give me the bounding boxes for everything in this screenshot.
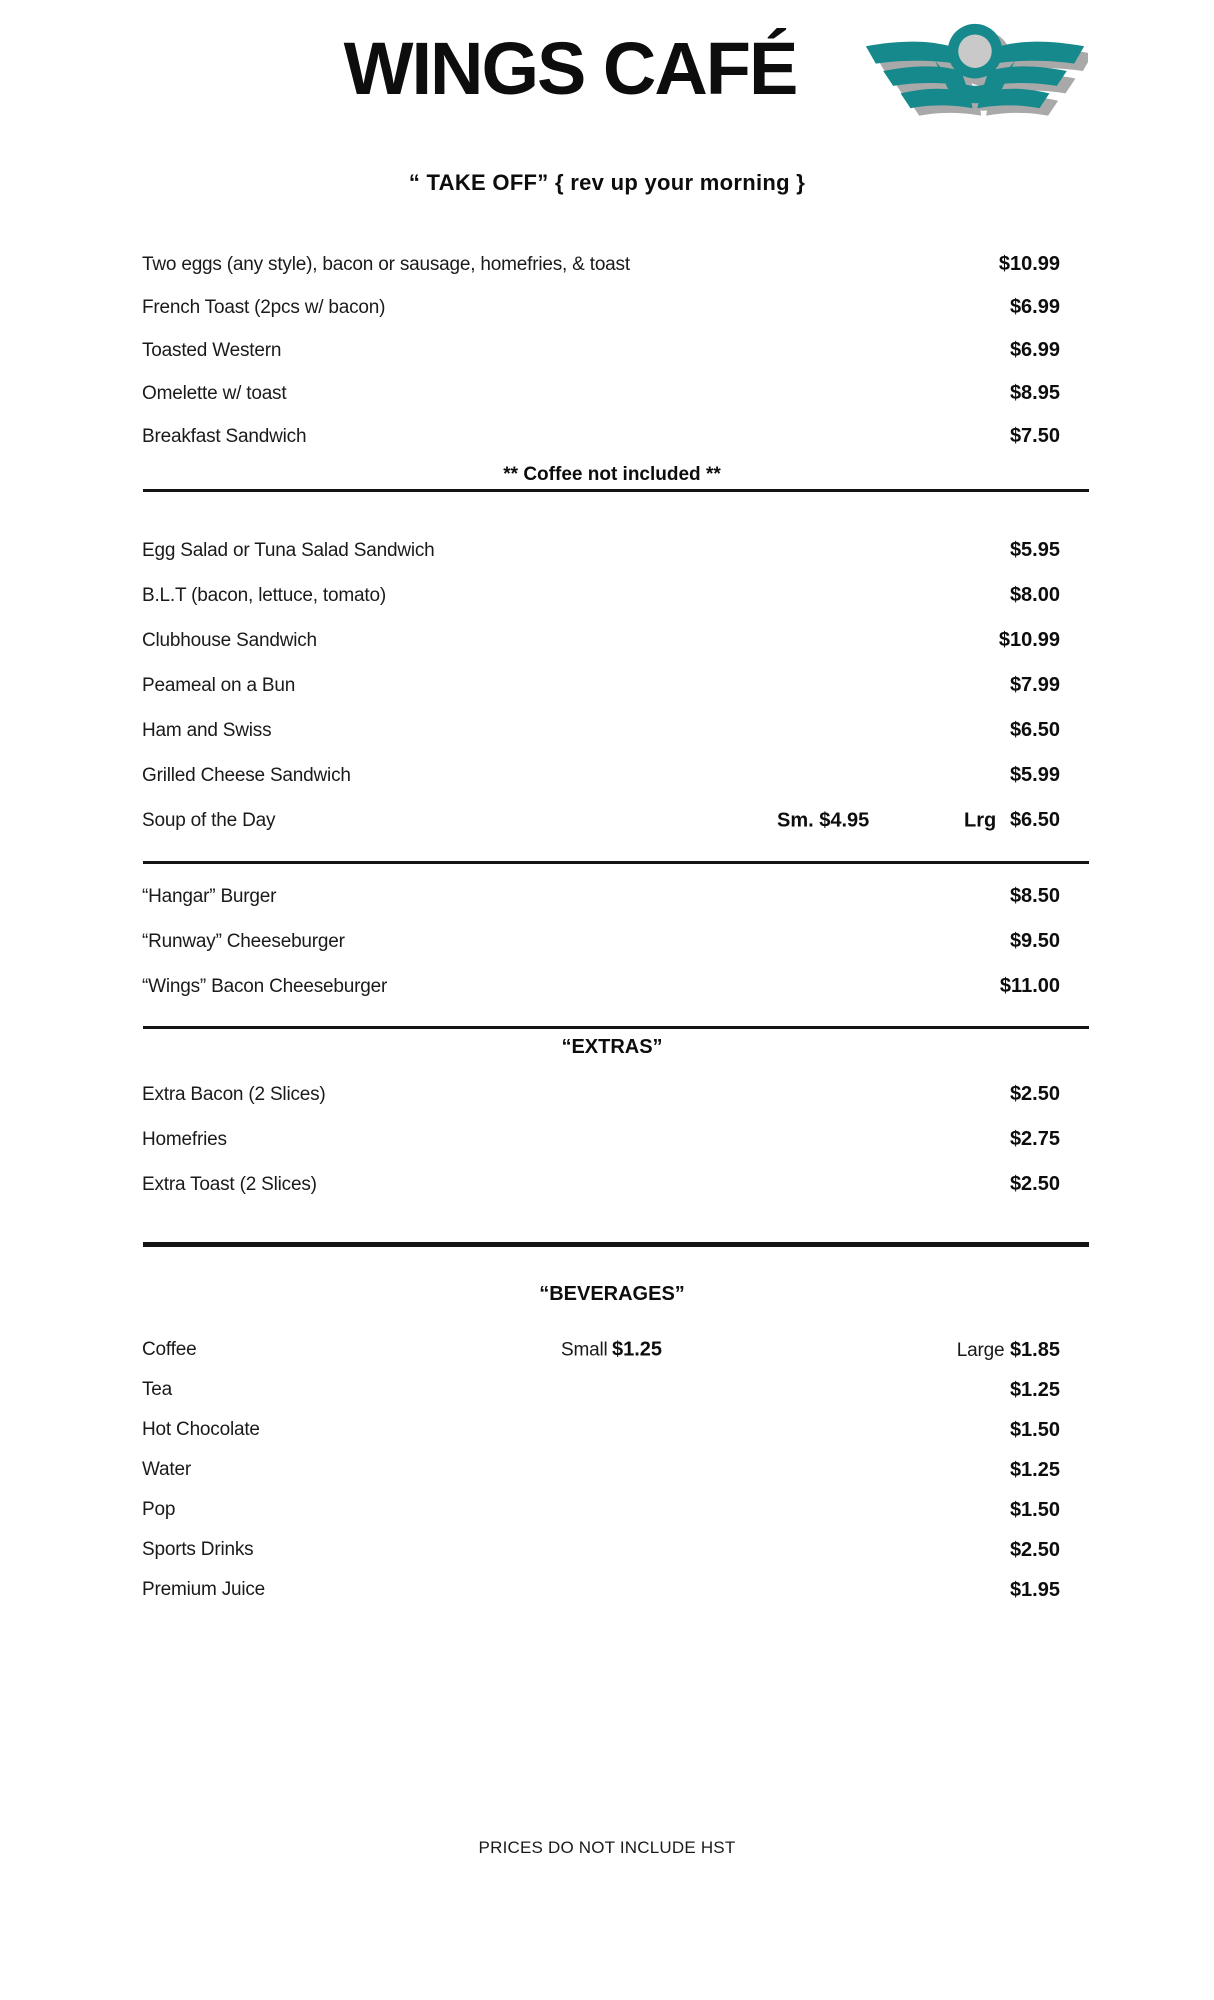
soup-small-price: Sm. $4.95: [777, 809, 870, 831]
sandwich-section: [142, 528, 1082, 843]
menu-item-row: [142, 708, 1082, 753]
tagline: “ TAKE OFF” { rev up your morning }: [408, 170, 806, 195]
extras-heading: “EXTRAS”: [561, 1036, 663, 1058]
menu-item-row: [142, 1450, 1082, 1490]
item-name: Egg Salad or Tuna Salad Sandwich: [142, 539, 435, 561]
item-price: $6.99: [1009, 339, 1060, 361]
price-value: $1.25: [611, 1338, 663, 1361]
coffee-small-price: [561, 1339, 662, 1362]
item-name: Omelette w/ toast: [142, 382, 287, 404]
item-price: $8.50: [1009, 885, 1060, 907]
item-name: Premium Juice: [142, 1579, 266, 1600]
item-name: Tea: [142, 1379, 173, 1400]
menu-item-row: [142, 372, 1082, 415]
item-name: Ham and Swiss: [142, 719, 272, 741]
item-name: B.L.T (bacon, lettuce, tomato): [142, 584, 386, 606]
item-name: “Wings” Bacon Cheeseburger: [142, 975, 388, 997]
beverages-heading: “BEVERAGES”: [539, 1283, 685, 1305]
page-title: WINGS CAFÉ: [343, 27, 797, 110]
menu-item-row: [142, 415, 1082, 458]
item-name: Hot Chocolate: [142, 1419, 260, 1440]
menu-item-row: [142, 528, 1082, 573]
item-name: Soup of the Day: [142, 809, 276, 831]
footer-note: PRICES DO NOT INCLUDE HST: [478, 1838, 736, 1857]
beverages-section: [142, 1279, 1082, 1610]
menu-item-row: [142, 1072, 1082, 1117]
menu-item-row: [142, 329, 1082, 372]
extras-section: [142, 1032, 1082, 1207]
item-price: $1.50: [1009, 1498, 1060, 1521]
size-label: Large: [956, 1339, 1005, 1361]
item-price: $6.99: [1009, 296, 1060, 318]
size-label: Small: [561, 1339, 608, 1361]
item-price: $7.50: [1009, 425, 1060, 447]
menu-item-row: [142, 1410, 1082, 1450]
item-price: $6.50: [1009, 809, 1060, 831]
item-name: Extra Toast (2 Slices): [142, 1173, 317, 1195]
item-name: Breakfast Sandwich: [142, 425, 307, 447]
item-price: $10.99: [998, 629, 1060, 651]
menu-item-row: [142, 1530, 1082, 1570]
menu-item-row: [142, 1570, 1082, 1610]
item-price: $5.95: [1009, 539, 1060, 561]
coffee-row: [142, 1330, 1082, 1370]
item-price: $2.50: [1009, 1083, 1060, 1105]
item-price: $8.00: [1009, 584, 1060, 606]
item-name: Clubhouse Sandwich: [142, 629, 317, 651]
item-name: Extra Bacon (2 Slices): [142, 1083, 326, 1105]
wings-cafe-logo: [862, 14, 1088, 138]
item-name: “Hangar” Burger: [142, 885, 277, 907]
section-divider: [143, 1026, 1089, 1029]
item-price: $8.95: [1009, 382, 1060, 404]
item-price: $5.99: [1009, 764, 1060, 786]
soup-row: [142, 798, 1082, 843]
item-price: $10.99: [998, 253, 1060, 275]
menu-item-row: [142, 964, 1082, 1009]
menu-item-row: [142, 1370, 1082, 1410]
item-price: $7.99: [1009, 674, 1060, 696]
item-name: “Runway” Cheeseburger: [142, 930, 345, 952]
menu-item-row: [142, 243, 1082, 286]
item-price: $9.50: [1009, 930, 1060, 952]
section-divider-thick: [143, 1242, 1089, 1247]
item-price: $6.50: [1009, 719, 1060, 741]
menu-item-row: [142, 663, 1082, 708]
item-price: $1.50: [1009, 1418, 1060, 1441]
item-price: $2.75: [1009, 1128, 1060, 1150]
menu-item-row: [142, 1490, 1082, 1530]
coffee-note: ** Coffee not included **: [503, 464, 721, 485]
menu-item-row: [142, 919, 1082, 964]
item-name: French Toast (2pcs w/ bacon): [142, 296, 386, 318]
price-value: $1.85: [1009, 1338, 1060, 1361]
item-price: $1.25: [1009, 1378, 1060, 1401]
item-name: Homefries: [142, 1128, 227, 1150]
menu-item-row: [142, 1117, 1082, 1162]
item-price: $2.50: [1009, 1173, 1060, 1195]
item-name: Grilled Cheese Sandwich: [142, 764, 351, 786]
item-name: Peameal on a Bun: [142, 674, 296, 696]
menu-item-row: [142, 573, 1082, 618]
item-name: Coffee: [142, 1339, 197, 1360]
burgers-section: [142, 874, 1082, 1009]
item-price: $11.00: [999, 975, 1060, 997]
section-divider: [143, 489, 1089, 492]
menu-item-row: [142, 874, 1082, 919]
soup-large-label: Lrg: [964, 809, 997, 831]
coffee-large-price: [957, 1339, 1060, 1362]
menu-item-row: [142, 286, 1082, 329]
wings-emblem-icon: [862, 14, 1088, 138]
breakfast-section: [142, 243, 1082, 492]
section-divider: [143, 861, 1089, 864]
item-name: Water: [142, 1459, 191, 1480]
item-price: $2.50: [1009, 1538, 1060, 1561]
item-name: Sports Drinks: [142, 1539, 254, 1560]
item-name: Pop: [142, 1499, 176, 1520]
item-price: $1.25: [1009, 1458, 1060, 1481]
menu-item-row: [142, 753, 1082, 798]
item-price: $1.95: [1009, 1578, 1060, 1601]
item-name: Two eggs (any style), bacon or sausage, homefries, & toast: [142, 253, 630, 275]
item-name: Toasted Western: [142, 339, 282, 361]
menu-item-row: [142, 1162, 1082, 1207]
menu-item-row: [142, 618, 1082, 663]
